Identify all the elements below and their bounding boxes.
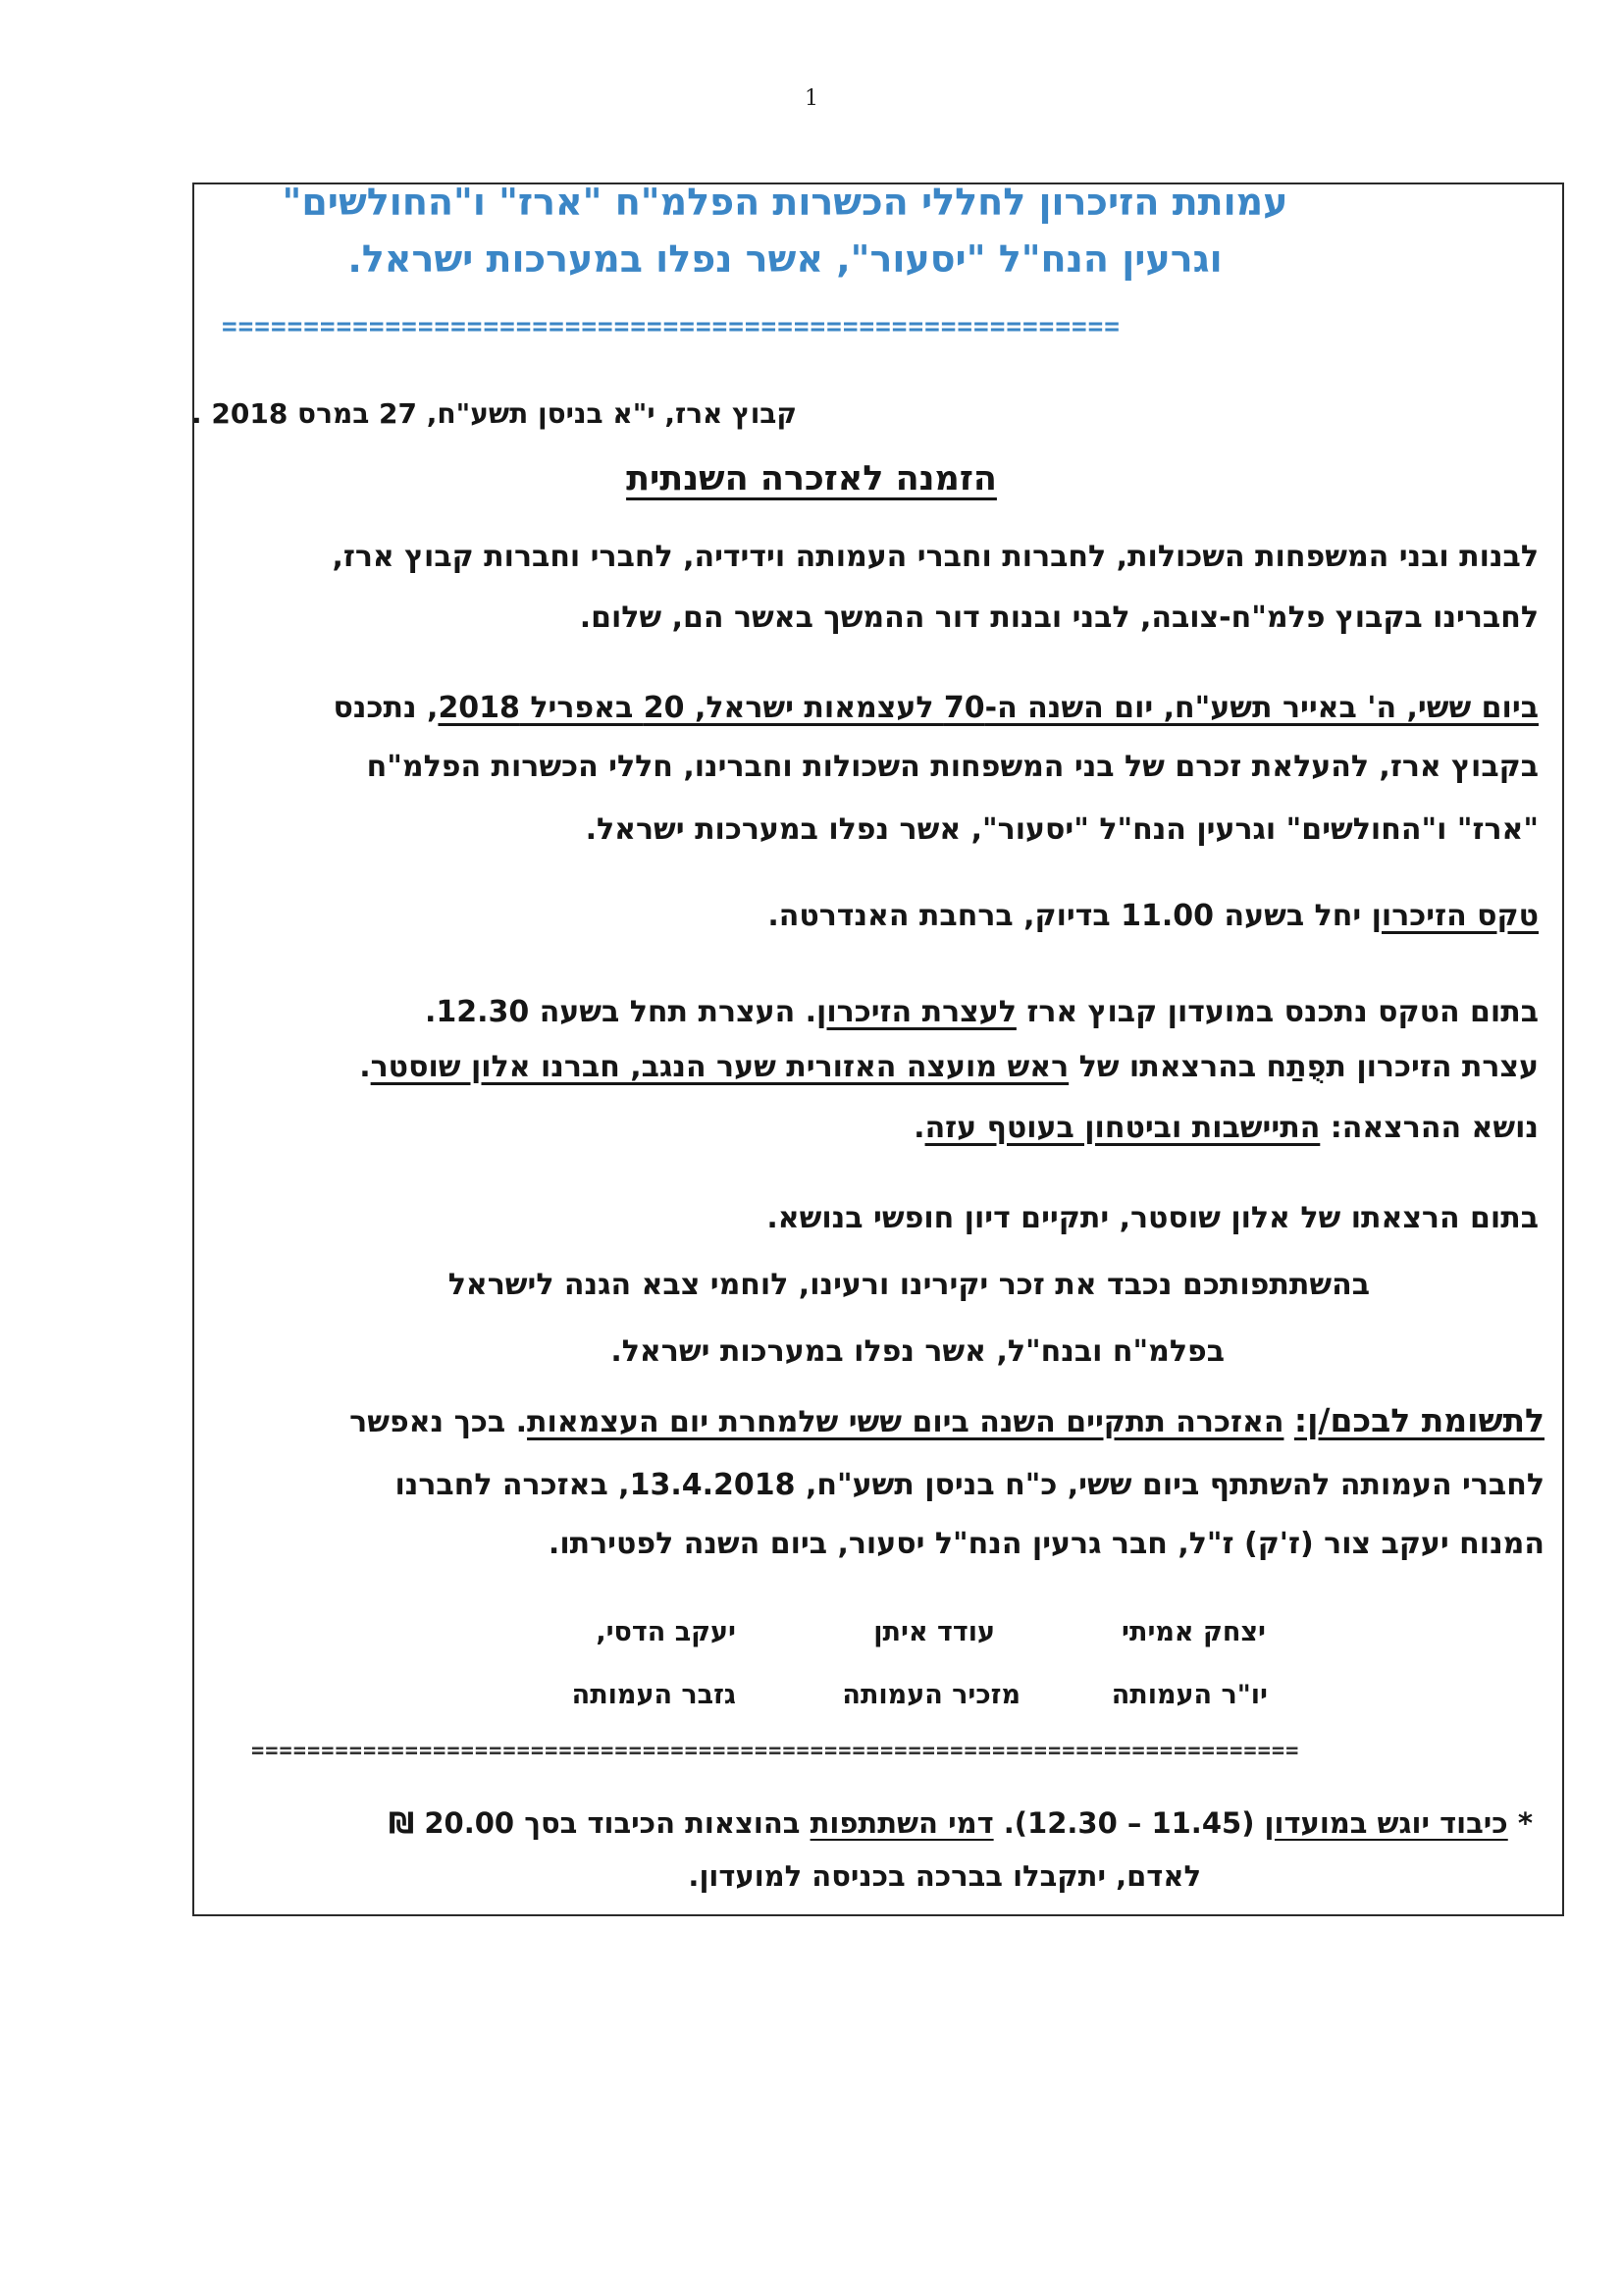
notice-line-2: לחברי העמותה להשתתף ביום ששי, כ"ח בניסן תשע"ח, 13.4.2018, באזכרה לחברנו <box>394 1468 1544 1502</box>
topic-label: נושא ההרצאה: <box>1320 1111 1539 1145</box>
footnote-cost: בהוצאות הכיבוד בסך 20.00 ₪ <box>389 1806 811 1840</box>
separator-bottom: =========================================================================== <box>251 1739 1300 1763</box>
event-date-underlined: ביום ששי, ה' באייר תשע"ח, יום השנה ה-70 לעצמאות ישראל, 20 באפריל 2018 <box>438 691 1539 725</box>
title-line-1: עמותת הזיכרון לחללי הכשרות הפלמ"ח "ארז" ו"החולשים" <box>282 181 1288 224</box>
ceremony-line <box>767 897 1539 936</box>
signature-name-2: עודד איתן <box>873 1617 995 1647</box>
footnote-underlined-1: כיבוד יוגש במועדון <box>1264 1806 1508 1840</box>
invitation-heading: הזמנה לאזכרה השנתית <box>626 459 997 498</box>
assembly-before: בתום הטקס נתכנס במועדון קבוץ ארז <box>1016 995 1539 1029</box>
discussion-line: בתום הרצאתו של אלון שוסטר, יתקיים דיון חופשי בנושא. <box>766 1201 1539 1235</box>
topic-line <box>914 1109 1539 1148</box>
footnote-line-2: לאדם, יתקבלו בברכה בכניסה למועדון. <box>688 1859 1201 1893</box>
notice-line-3: המנוח יעקב צור (ז'ק) ז"ל, חבר גרעין הנח"ל יסעור, ביום השנה לפטירתו. <box>548 1527 1544 1561</box>
signature-role-1: יו"ר העמותה <box>1111 1680 1268 1710</box>
footnote-line-1 <box>389 1803 1533 1843</box>
event-date-tail: , נתכנס <box>333 691 439 725</box>
signature-role-2: מזכיר העמותה <box>842 1680 1021 1710</box>
signature-name-1: יצחק אמיתי <box>1122 1617 1266 1647</box>
honor-line-1: בהשתתפותכם נכבד את זכר יקירינו ורעינו, לוחמי צבא הגנה לישראל <box>447 1268 1370 1302</box>
event-line-3: "ארז" ו"החולשים" וגרעין הנח"ל "יסעור", אשר נפלו במערכות ישראל. <box>585 812 1539 847</box>
event-line-1 <box>334 689 1539 728</box>
signature-role-3: גזבר העמותה <box>571 1680 736 1710</box>
topic-underlined: התיישבות וביטחון בעוטף עזה <box>924 1111 1321 1145</box>
greeting-line-1: לבנות ובני המשפחות השכולות, לחברות וחברי העמותה וידידיה, לחברי וחברות קבוץ ארז, <box>332 540 1539 574</box>
topic-after: . <box>914 1111 925 1145</box>
opening-line <box>359 1048 1539 1087</box>
notice-label: לתשומת לבכם/ן: <box>1293 1401 1544 1439</box>
notice-after: . בכך נאפשר <box>349 1405 528 1439</box>
footnote-hours: (11.45 – 12.30). <box>993 1806 1265 1840</box>
opening-before: עצרת הזיכרון תפֻתַח בהרצאתו של <box>1069 1050 1539 1084</box>
footnote-star: * <box>1507 1806 1533 1840</box>
event-line-2: בקבוץ ארז, להעלאת זכרם של בני המשפחות השכולות וחברינו, חללי הכשרות הפלמ"ח <box>366 750 1539 784</box>
honor-line-2: בפלמ"ח ובנח"ל, אשר נפלו במערכות ישראל. <box>610 1334 1225 1369</box>
greeting-line-2: לחברינו בקבוץ פלמ"ח-צובה, לבני ובנות דור ההמשך באשר הם, שלום. <box>579 600 1539 635</box>
opening-after: . <box>359 1050 371 1084</box>
notice-line-1 <box>349 1401 1544 1442</box>
ceremony-text: יחל בשעה 11.00 בדיוק, ברחבת האנדרטה. <box>767 899 1372 933</box>
assembly-line <box>425 993 1539 1032</box>
assembly-after: . העצרת תחל בשעה 12.30. <box>424 995 817 1029</box>
opening-underlined: ראש מועצה האזורית שער הנגב, חברנו אלון שוסטר <box>370 1050 1070 1084</box>
title-line-2: וגרעין הנח"ל "יסעור", אשר נפלו במערכות ישראל. <box>347 237 1223 281</box>
footnote-underlined-2: דמי השתתפות <box>810 1806 994 1840</box>
assembly-underlined: לעצרת הזיכרון <box>816 995 1017 1029</box>
date-line: קבוץ ארז, י"א בניסן תשע"ח, 27 במרס 2018 . <box>190 397 797 430</box>
ceremony-label: טקס הזיכרון <box>1371 899 1539 933</box>
notice-underlined: האזכרה תתקיים השנה ביום ששי שלמחרת יום העצמאות <box>527 1405 1284 1439</box>
page-number: 1 <box>805 86 818 111</box>
separator-top: ======================================================= <box>222 312 1121 341</box>
signature-name-3: יעקב הדסי, <box>596 1617 736 1647</box>
